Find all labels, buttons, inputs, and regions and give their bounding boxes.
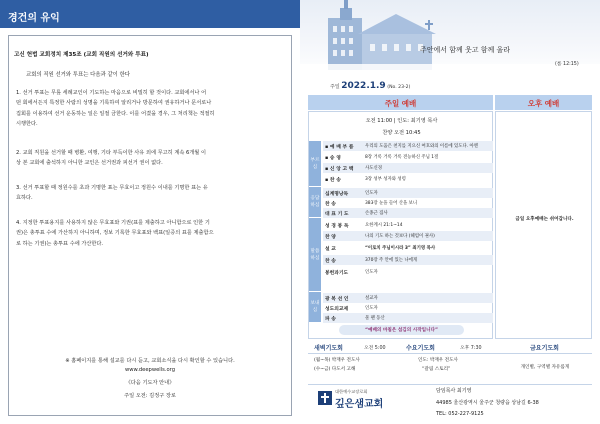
text-line: 4. 지정한 투표용지를 사용하지 않은 무효표와 기권(표를 제출하고 아니함으로 인한 기 <box>16 220 210 226</box>
order-value: 인도자 <box>365 270 378 275</box>
order-row <box>323 303 493 313</box>
article-intro: 교회의 직원 선거와 투표는 다음과 같이 한다 <box>26 72 131 78</box>
order-label: 파 송 <box>325 317 336 322</box>
order-row <box>323 152 493 162</box>
text-line: 로 하는 기권)는 총투표 수에 가산한다. <box>16 240 104 247</box>
order-value: 8장 거룩 거룩 거룩 전능하신 주님 1절 <box>365 155 439 160</box>
issue-number: (No. 23-2) <box>387 85 411 90</box>
dawn-prayer-header <box>308 341 398 353</box>
dawn-prayer-leader: (월~목) 박재우 전도사 <box>314 358 360 363</box>
praise-time: 찬양 오전 10:45 <box>382 130 421 136</box>
order-label: 십계명낭독 <box>325 192 349 197</box>
side-label-sending: 보내심 <box>309 292 321 322</box>
church-address: 44985 울산광역시 울주군 청량읍 상남길 6-38 <box>436 400 539 406</box>
text-line: 3. 선거 투표할 때 정원수를 초과 기명한 표는 무효이고 정원수 이내를 기명한 표는 유 <box>16 185 208 191</box>
service-time: 오전 11:00 | 인도: 최기영 목사 <box>365 118 438 124</box>
order-value: 3장 성부 성자와 성령 <box>365 177 406 182</box>
issue-info <box>330 81 410 91</box>
order-row <box>323 313 493 323</box>
afternoon-service-header: 오후 예배 <box>495 95 592 110</box>
slogan: 주안에서 함께 웃고 함께 울라 <box>420 46 511 54</box>
hero-banner <box>300 0 600 76</box>
next-prayer-person: 주일 오전: 김정구 장로 <box>124 393 176 399</box>
order-value: 인도자 <box>365 306 378 311</box>
issue-date: 2022.1.9 <box>341 81 386 91</box>
order-row <box>323 141 493 151</box>
dawn-prayer-leader: (수~금) 다도서 고해 <box>314 367 356 372</box>
order-label: 성 경 봉 독 <box>325 224 349 229</box>
text-line: 효하다. <box>16 195 33 202</box>
text-line: 1. 선거 투표는 무릎 세례교인이 기도하는 마음으로 비밀히 할 것이다. 교회에서나 어 <box>16 90 207 96</box>
homepage-note: ※ 홈페이지를 통해 설교를 다시 듣고, 교회소식을 다시 확인할 수 있습니다. <box>65 358 235 364</box>
order-value: 요한계시 21:1~14 <box>365 223 403 228</box>
sunday-service-header: 주일 예배 <box>308 95 493 110</box>
paragraph-3 <box>16 183 284 204</box>
denomination: 대한예수교장로회 <box>335 389 368 394</box>
friday-prayer-note: 개인별, 구역별 자유롭게 <box>520 365 570 370</box>
church-phone: TEL: 052-227-9125 <box>436 411 484 417</box>
order-row <box>323 188 493 198</box>
wednesday-prayer-time: 오후 7:30 <box>460 346 482 351</box>
paragraph-1 <box>16 88 284 130</box>
text-line: 상 본 교회에 출석하지 아니한 교인은 선거권과 피선거 권이 없다. <box>16 160 163 167</box>
wednesday-prayer-leader: 인도: 박재우 전도사 <box>418 358 458 363</box>
order-label: 봉헌과기도 <box>325 271 349 276</box>
dawn-prayer-title: 새벽기도회 <box>314 345 343 352</box>
right-panel <box>300 0 600 424</box>
order-label: 찬 송 <box>325 202 336 207</box>
side-label-response: 응답하심 <box>309 187 321 217</box>
text-line: 떤 회에서든지 특정한 사람의 성명을 기록하여 알리거나 방문하여 권유하거나 문서로나 <box>16 100 212 107</box>
order-row <box>323 231 493 241</box>
church-logo-icon <box>318 391 332 405</box>
order-row <box>323 163 493 173</box>
order-label: 성도의교제 <box>325 307 349 312</box>
wednesday-prayer-title: 수요기도회 <box>406 345 435 352</box>
slogan-verse: (롬 12:15) <box>555 62 579 67</box>
text-line: 권)은 총투표 수에 가산하지 아니하며, 정보 기록한 무효표와 백표(일증의 표를 제출함으 <box>16 230 214 237</box>
order-label: 찬 송 <box>325 259 336 264</box>
order-row <box>323 220 493 230</box>
order-row <box>323 174 493 184</box>
order-value: 물 팬 동산 <box>365 316 385 321</box>
wednesday-prayer-topic: “갈림 스토리” <box>422 367 451 372</box>
order-row <box>323 198 493 208</box>
text-line: 집회를 이용하여 선거 운동하는 일은 일절 금한다. 이를 어겼을 경우, 그 처리책는 적절히 <box>16 110 215 117</box>
order-label: 대 표 기 도 <box>325 212 349 217</box>
text-line: 2. 교회 직원을 선거할 때 병환, 여행, 기타 부득이한 사유 외에 무고히 계속 6개월 이 <box>16 150 206 156</box>
order-value: 인도자 <box>365 191 378 196</box>
order-row <box>323 267 493 277</box>
order-value: 370장 주 안에 있는 나에게 <box>365 258 418 263</box>
order-label: 광 복 선 인 <box>325 297 349 302</box>
sunday-service-order <box>308 111 493 339</box>
order-value: 설교자 <box>365 296 378 301</box>
wednesday-prayer-header <box>400 341 495 353</box>
order-value: 383장 눈을 들어 산을 보니 <box>365 201 418 206</box>
side-label-word: 말씀하심 <box>309 218 321 291</box>
friday-prayer-header: 금요기도회 <box>530 345 559 352</box>
order-value: 손종근 집사 <box>365 211 388 216</box>
order-label: ▪ 예 배 부 름 <box>325 145 354 150</box>
order-value: 나의 기도 하는 것보다 (헤염이 권사) <box>365 234 435 239</box>
side-label-calling: 부르심 <box>309 141 321 186</box>
order-row <box>323 255 493 265</box>
church-name: 깊은샘교회 <box>335 399 384 410</box>
senior-pastor: 담임목사 최기영 <box>436 388 472 394</box>
paragraph-4 <box>16 218 284 249</box>
order-value: 우리의 도움은 천지를 지으신 여호와의 이름에 있도다. 아멘 <box>365 144 478 149</box>
afternoon-service-note: 금일 오후예배는 쉬어갑니다. <box>515 217 574 222</box>
article-title: 고신 헌법 교회정치 제35조 (교회 직원의 선거와 투표) <box>14 52 149 58</box>
dawn-prayer-time: 오전 5:00 <box>364 346 386 351</box>
text-line: 시행한다. <box>16 121 38 128</box>
order-label: ▪ 송 영 <box>325 156 341 161</box>
homepage-link[interactable]: www.deepwells.org <box>124 367 176 373</box>
order-row <box>323 293 493 303</box>
church-footer <box>308 384 592 422</box>
order-label: 찬 양 <box>325 235 336 240</box>
sermon-title: “이로치 주님이시라 3” 최기영 목사 <box>365 246 436 251</box>
order-label: 설 교 <box>325 247 336 252</box>
next-prayer-title: 《다음 기도자 안내》 <box>125 380 175 386</box>
sermon-row <box>323 243 493 253</box>
divider <box>308 353 592 354</box>
section-title: 경건의 유익 <box>0 0 300 28</box>
closing-phrase: “예배의 마침은 섬김의 시작입니다” <box>339 325 464 335</box>
issue-prefix: 주일 <box>330 84 340 90</box>
paragraph-2 <box>16 148 284 169</box>
order-row <box>323 208 493 218</box>
order-value: 사도신경 <box>365 166 382 171</box>
afternoon-service-box <box>495 111 592 339</box>
order-label: ▪ 찬 송 <box>325 178 341 183</box>
order-label: ▪ 신 앙 고 백 <box>325 167 354 172</box>
